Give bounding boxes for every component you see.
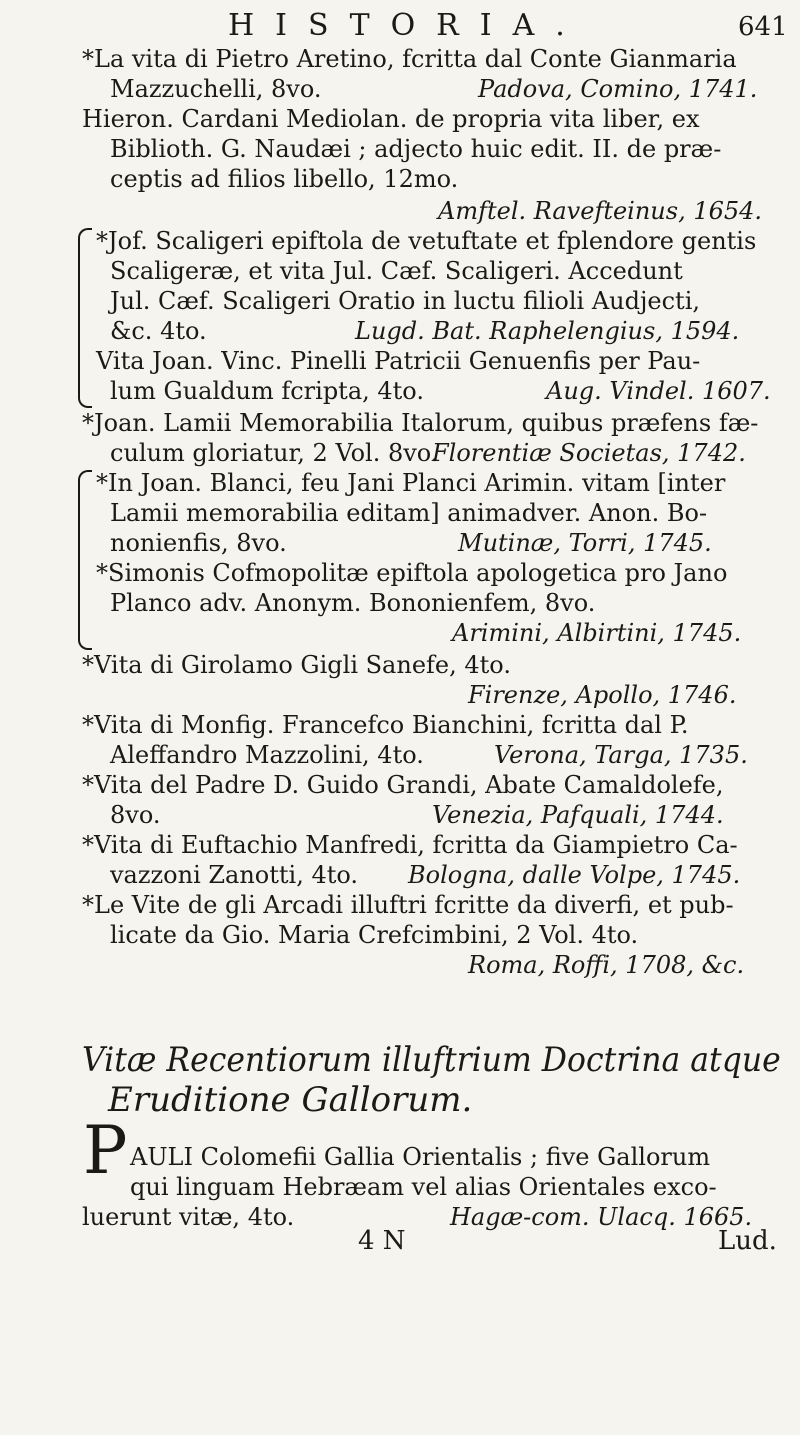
entry-line: *Le Vite de gli Arcadi illuftri fcritte da diverfi, et pub- <box>82 891 734 919</box>
entry-line: Aleffandro Mazzolini, 4to. <box>110 741 424 769</box>
running-title: HISTORIA. <box>228 8 586 43</box>
entry-line: Vita Joan. Vinc. Pinelli Patricii Genuenfis per Pau- <box>96 347 701 375</box>
entry-line: *Simonis Cofmopolitæ epiftola apologetica pro Jano <box>96 559 728 587</box>
entry-line: Lamii memorabilia editam] animadver. Anon. Bo- <box>110 499 708 527</box>
entry-imprint: Venezia, Pafquali, 1744. <box>432 801 724 829</box>
entry-imprint: Aug. Vindel. 1607. <box>546 377 771 405</box>
entry-line: &c. 4to. <box>110 317 207 345</box>
entry-line: licate da Gio. Maria Crefcimbini, 2 Vol. 4to. <box>110 921 639 949</box>
entry-line: Scaligeræ, et vita Jul. Cæf. Scaligeri. Accedunt <box>110 257 683 285</box>
entry-line: *Vita di Monfig. Francefco Bianchini, fcritta dal P. <box>82 711 689 739</box>
entry-line: *Vita di Girolamo Gigli Sanefe, 4to. <box>82 651 511 679</box>
entry-line: Planco adv. Anonym. Bononienfem, 8vo. <box>110 589 596 617</box>
entry-line: Biblioth. G. Naudæi ; adjecto huic edit. II. de præ- <box>110 135 722 163</box>
entry-line: Mazzuchelli, 8vo. <box>110 75 322 103</box>
entry-line: Hieron. Cardani Mediolan. de propria vita liber, ex <box>82 105 700 133</box>
entry-line: *Jof. Scaligeri epiftola de vetuftate et fplendore gentis <box>96 227 757 255</box>
entry-line: culum gloriatur, 2 Vol. 8vo. <box>110 439 439 467</box>
entry-line: nonienfis, 8vo. <box>110 529 287 557</box>
entry-imprint: Amftel. Ravefteinus, 1654. <box>438 197 763 225</box>
entry-line: *Joan. Lamii Memorabilia Italorum, quibus præfens fæ- <box>82 409 759 437</box>
signature-mark: 4 N <box>358 1226 406 1256</box>
entry-group-brace <box>78 228 92 408</box>
entry-line: 8vo. <box>110 801 161 829</box>
entry-line: Jul. Cæf. Scaligeri Oratio in luctu filioli Audjecti, <box>110 287 701 315</box>
entry-imprint: Hagæ-com. Ulacq. 1665. <box>450 1203 753 1231</box>
entry-imprint: Roma, Roffi, 1708, &c. <box>468 951 745 979</box>
entry-line: qui linguam Hebræam vel alias Orientales exco- <box>130 1173 717 1201</box>
drop-cap: P <box>83 1112 128 1189</box>
catchword: Lud. <box>718 1226 777 1256</box>
entry-imprint: Firenze, Apollo, 1746. <box>468 681 737 709</box>
entry-imprint: Lugd. Bat. Raphelengius, 1594. <box>355 317 740 345</box>
entry-imprint: Verona, Targa, 1735. <box>494 741 748 769</box>
entry-line: *La vita di Pietro Aretino, fcritta dal Conte Gianmaria <box>82 45 737 73</box>
entry-imprint: Arimini, Albirtini, 1745. <box>452 619 742 647</box>
entry-line: luerunt vitæ, 4to. <box>82 1203 295 1231</box>
entry-imprint: Florentiæ Societas, 1742. <box>432 439 746 467</box>
entry-imprint: Padova, Comino, 1741. <box>478 75 758 103</box>
entry-line: *Vita del Padre D. Guido Grandi, Abate Camaldolefe, <box>82 771 724 799</box>
section-heading: Vitæ Recentiorum illuftrium Doctrina atque <box>82 1040 781 1080</box>
entry-line: *Vita di Euftachio Manfredi, fcritta da Giampietro Ca- <box>82 831 738 859</box>
section-heading: Eruditione Gallorum. <box>108 1080 473 1120</box>
entry-line: *In Joan. Blanci, feu Jani Planci Arimin. vitam [inter <box>96 469 726 497</box>
entry-group-brace <box>78 470 92 650</box>
entry-line: ceptis ad filios libello, 12mo. <box>110 165 459 193</box>
entry-imprint: Bologna, dalle Volpe, 1745. <box>408 861 741 889</box>
entry-imprint: Mutinæ, Torri, 1745. <box>458 529 712 557</box>
entry-line: vazzoni Zanotti, 4to. <box>110 861 359 889</box>
entry-line: AULI Colomefii Gallia Orientalis ; five Gallorum <box>130 1143 711 1171</box>
page-number: 641 <box>738 12 788 42</box>
entry-line: lum Gualdum fcripta, 4to. <box>110 377 424 405</box>
